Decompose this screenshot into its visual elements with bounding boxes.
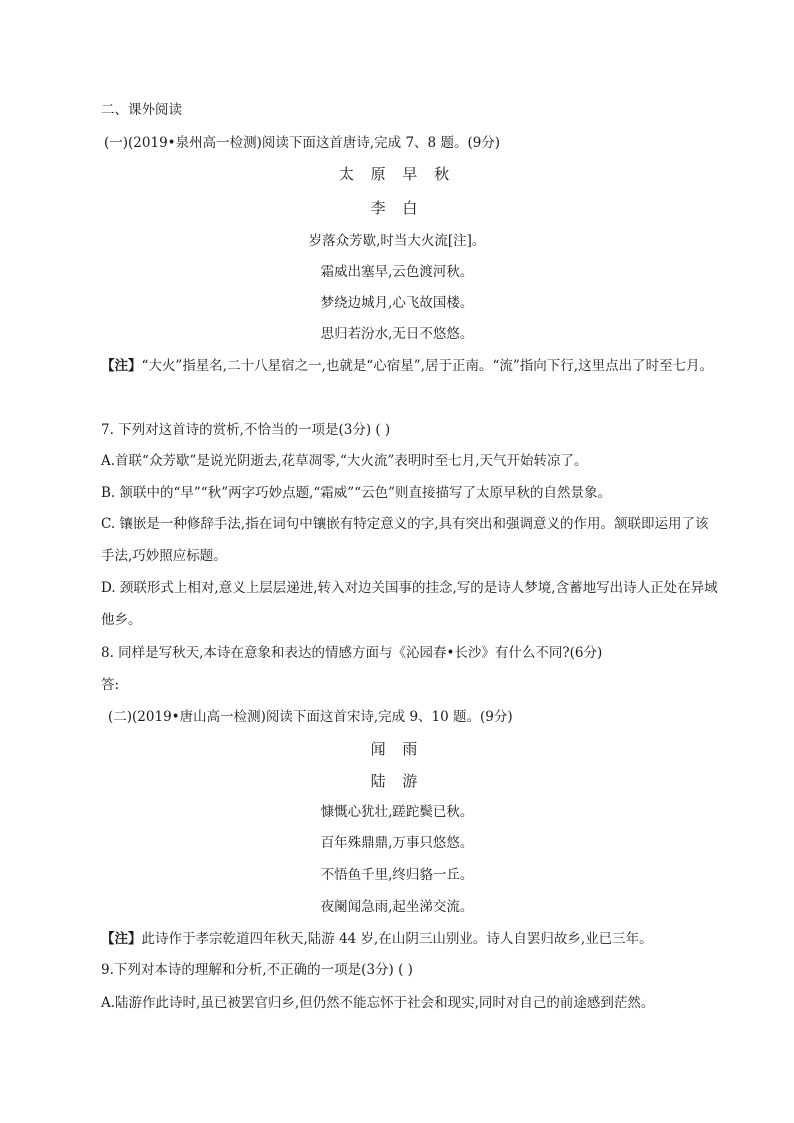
poem2-author: 陆 游 (370, 772, 424, 790)
note-text: “大火”指星名,二十八星宿之一,也就是“心宿星”,居于正南。“流”指向下行,这里点出了时至七月。 (141, 358, 714, 374)
poem1-line: 梦绕边城月,心飞故国楼。 (320, 295, 474, 311)
poem1-line: 霜威出塞早,云色渡河秋。 (320, 264, 474, 280)
poem2-line: 不悟鱼千里,终归貉一丘。 (320, 867, 474, 883)
poem1-author: 李 白 (370, 199, 424, 217)
poem1-line: 思归若汾水,无日不悠悠。 (320, 326, 474, 342)
q7-option-c: C. 镶嵌是一种修辞手法,指在词句中镶嵌有特定意义的字,具有突出和强调意义的作用。颔联即运用了该手法,巧妙照应标题。 (101, 516, 709, 564)
note-tag: 【注】 (101, 358, 142, 374)
q7-option-a: A.首联“众芳歇”是说光阴逝去,花草凋零,“大火流”表明时至七月,天气开始转凉了。 (101, 453, 588, 469)
question-9-stem: 9.下列对本诗的理解和分析,不正确的一项是(3分) ( ) (101, 962, 413, 978)
poem1-title: 太 原 早 秋 (338, 165, 456, 183)
poem2-line: 百年殊鼎鼎,万事只悠悠。 (320, 835, 474, 851)
q9-option-a: A.陆游作此诗时,虽已被罢官归乡,但仍然不能忘怀于社会和现实,同时对自己的前途感到茫然。 (101, 995, 655, 1011)
note-text: 此诗作于孝宗乾道四年秋天,陆游 44 岁,在山阴三山别业。诗人自罢归故乡,业已三年。 (141, 931, 653, 947)
section-heading: 二、课外阅读 (101, 102, 182, 118)
poem2-line: 慷慨心犹壮,蹉跎鬓已秋。 (320, 804, 474, 820)
poem2-note (101, 929, 653, 949)
poem2-title: 闻 雨 (370, 740, 424, 758)
question-7-stem: 7. 下列对这首诗的赏析,不恰当的一项是(3分) ( ) (101, 422, 391, 438)
question-8-stem: 8. 同样是写秋天,本诗在意象和表达的情感方面与《沁园春•长沙》有什么不同?(6分) (101, 645, 603, 661)
note-tag: 【注】 (101, 931, 142, 947)
q7-option-d: D. 颈联形式上相对,意义上层层递进,转入对边关国事的挂念,写的是诗人梦境,含蓄地写出诗人正处在异域他乡。 (101, 580, 718, 628)
poem1-line: 岁落众芳歇,时当大火流[注]。 (308, 233, 486, 249)
part1-intro: (一)(2019•泉州高一检测)阅读下面这首唐诗,完成 7、8 题。(9分) (104, 135, 501, 151)
poem1-note (101, 350, 726, 382)
part2-intro: (二)(2019•唐山高一检测)阅读下面这首宋诗,完成 9、10 题。(9分) (108, 709, 513, 725)
q7-option-b: B. 颔联中的“早”“秋”两字巧妙点题,“霜威”“云色”则直接描写了太原早秋的自然景象。 (101, 485, 612, 501)
answer-label: 答: (101, 677, 120, 693)
poem2-line: 夜阑闻急雨,起坐涕交流。 (320, 899, 474, 915)
